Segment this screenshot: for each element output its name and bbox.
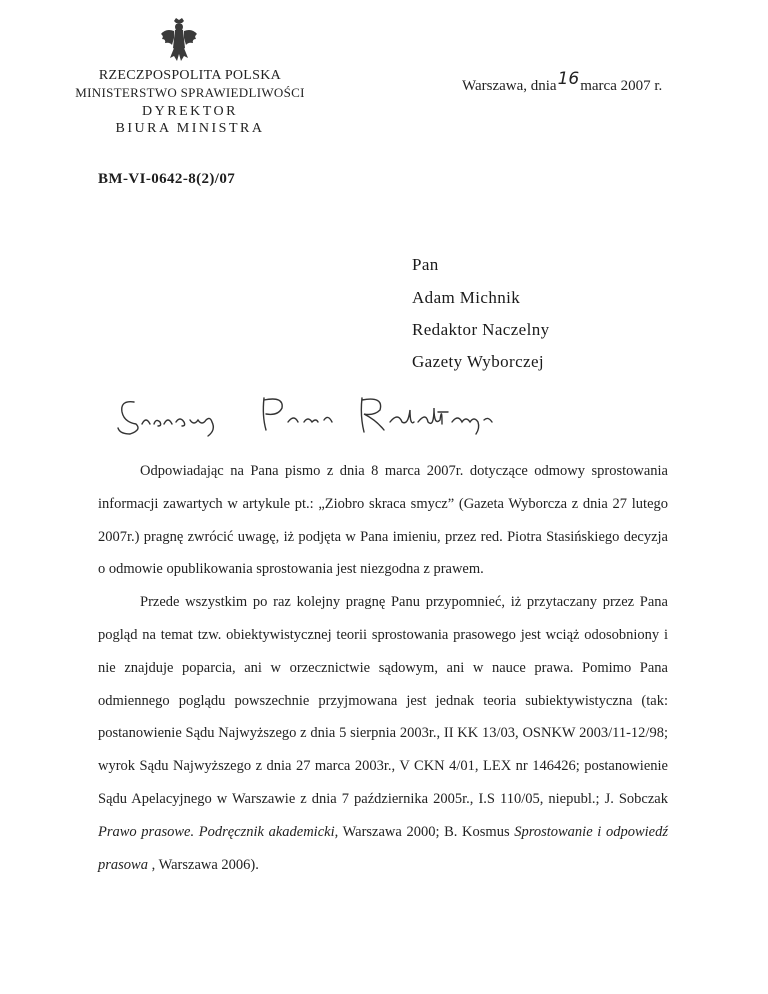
body-paragraph-2-text-b: , Warszawa 2000; B. Kosmus [334,823,515,840]
date-line [462,69,663,95]
date-suffix: marca 2007 r. [580,78,663,94]
body-paragraph-2-text-a: Przede wszystkim po raz kolejny pragnę Panu przypomnieć, iż przytaczany przez Pana pogląd na temat tzw. obiektywistycznej teorii sprostowania prasowego jest wciąż odosobniony i nie znajduje poparcia, ani w orzecznictwie sądowym, ani w nauce prawa. Pomimo Pana odmiennego poglądu powszechnie przyjmowana jest jednak teoria subiektywistyczna (tak: postanowienie Sądu Najwyższego z dnia 5 sierpnia 2003r., II KK 13/03, OSNKW 2003/11-12/98; wyrok Sądu Najwyższego z dnia 27 marca 2003r., V CKN 4/01, LEX nr 146426; postanowienie Sądu Apelacyjnego w Warszawie z dnia 7 października 2005r., I.S 110/05, niepubl.; J. Sobczak [98,594,668,807]
header-director: DYREKTOR [142,104,238,119]
header-republic: RZECZPOSPOLITA POLSKA [98,68,282,83]
addressee-title: Pan [412,255,439,274]
body-paragraph-2 [98,586,668,881]
addressee-position: Redaktor Naczelny [412,320,550,339]
date-prefix: Warszawa, dnia [462,78,557,94]
book-title-sobczak: Prawo prasowe. Podręcznik akademicki [98,823,335,840]
addressee-name: Adam Michnik [412,288,521,307]
date-day-handwritten: 16 [557,69,580,89]
letter-body [98,455,668,881]
body-paragraph-2-text-c: , Warszawa 2006). [147,856,259,873]
addressee-newspaper: Gazety Wyborczej [412,352,545,371]
body-paragraph-1: Odpowiadając na Pana pismo z dnia 8 marca 2007r. dotyczące odmowy sprostowania informacji zawartych w artykule pt.: „Ziobro skraca smycz” (Gazeta Wyborcza z dnia 27 lutego 2007r.) pragnę zwrócić uwagę, iż podjęta w Pana imieniu, przez red. Piotra Stasińskiego decyzja o odmowie opublikowania sprostowania jest niezgodna z prawem. [98,463,668,578]
eagle-emblem-icon [160,18,198,62]
reference-number: BM-VI-0642-8(2)/07 [98,171,236,187]
handwritten-salutation [112,390,532,450]
book-title-kosmus: Sprostowanie i odpowiedź prasowa [98,823,668,873]
header-office: BIURA MINISTRA [115,121,265,136]
header-ministry: MINISTERSTWO SPRAWIEDLIWOŚCI [75,85,305,100]
